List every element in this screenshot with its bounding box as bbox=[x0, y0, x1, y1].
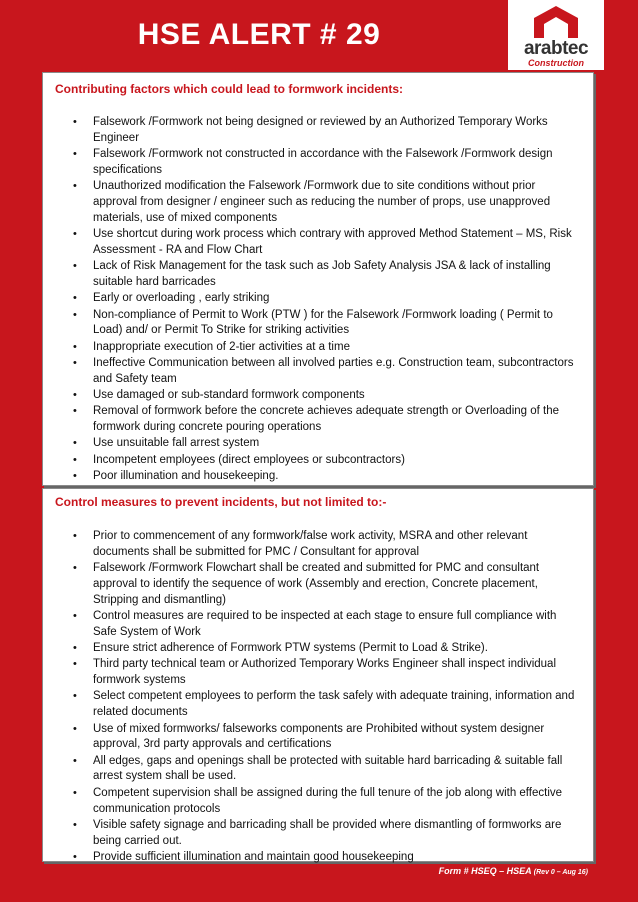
bullet-icon: • bbox=[73, 530, 77, 542]
list-item-text: Ineffective Communication between all involved parties e.g. Construction team, subcontractors and Safety team bbox=[93, 356, 574, 385]
list-item bbox=[43, 529, 579, 561]
list-item-text: Falsework /Formwork Flowchart shall be created and submitted for PMC and consultant approval to identify the sequence of work (Assembly and erection, Concrete placement, Stripping and dismantling) bbox=[93, 562, 540, 606]
control-measures-list bbox=[43, 529, 593, 866]
list-item bbox=[43, 609, 579, 641]
list-item-text: Lack of Risk Management for the task such as Job Safety Analysis JSA & lack of installing suitable hard barricades bbox=[93, 260, 551, 288]
list-item-text: Visible safety signage and barricading shall be provided where dismantling of formworks are being carried out. bbox=[93, 818, 562, 847]
header-banner bbox=[0, 0, 638, 68]
bullet-icon: • bbox=[73, 786, 77, 799]
contributing-factors-list bbox=[43, 115, 593, 485]
control-measures-panel bbox=[42, 488, 594, 862]
bullet-icon: • bbox=[73, 850, 77, 863]
bullet-icon: • bbox=[73, 754, 77, 767]
list-item bbox=[43, 754, 579, 786]
list-item bbox=[43, 291, 579, 307]
form-revision: (Rev 0 – Aug 16) bbox=[533, 869, 588, 876]
bullet-icon: • bbox=[73, 148, 77, 161]
list-item-text: Removal of formwork before the concrete achieves adequate strength or Overloading of the formwork during concrete pouring operations bbox=[93, 405, 560, 434]
list-item bbox=[43, 388, 579, 404]
bullet-icon: • bbox=[73, 658, 77, 671]
bullet-icon: • bbox=[73, 405, 77, 418]
list-item-text: Use damaged or sub-standard formwork components bbox=[93, 389, 365, 402]
list-item-text: Use shortcut during work process which contrary with approved Method Statement – MS, Risk Assessment - RA and Flow Chart bbox=[93, 228, 572, 256]
list-item-text: Third party technical team or Authorized Temporary Works Engineer shall inspect individual formwork systems bbox=[93, 658, 556, 687]
list-item bbox=[43, 722, 579, 754]
list-item-text: Use of mixed formworks/ falseworks components are Prohibited without system designer approval, 3rd party approvals and certifications bbox=[93, 722, 545, 751]
bullet-icon: • bbox=[73, 562, 77, 575]
alert-title: HSE ALERT # 29 bbox=[137, 18, 381, 51]
list-item bbox=[43, 227, 579, 259]
list-item-text: Early or overloading , early striking bbox=[93, 292, 270, 305]
list-item bbox=[43, 689, 579, 721]
list-item-text: Competent supervision shall be assigned during the full tenure of the job along with effective communication protocols bbox=[93, 786, 563, 815]
bullet-icon: • bbox=[73, 818, 77, 831]
list-item bbox=[43, 259, 579, 291]
list-item-text: Prior to commencement of any formwork/false work activity, MSRA and other relevant documents shall be submitted for PMC / Consultant for approval bbox=[93, 530, 528, 558]
list-item-text: Falsework /Formwork not constructed in accordance with the Falsework /Formwork design specifications bbox=[93, 148, 553, 176]
list-item-text: Select competent employees to perform the task safely with adequate training, information and related documents bbox=[93, 690, 575, 719]
control-measures-title: Control measures to prevent incidents, but not limited to:- bbox=[55, 495, 387, 509]
bullet-icon: • bbox=[73, 470, 77, 483]
list-item bbox=[43, 147, 579, 179]
logo-subtitle: Construction bbox=[528, 58, 584, 68]
bullet-icon: • bbox=[73, 180, 77, 193]
bullet-icon: • bbox=[73, 260, 77, 273]
list-item bbox=[43, 818, 579, 850]
form-number: Form # HSEQ – HSEA bbox=[438, 866, 532, 876]
arabtec-arch-icon bbox=[532, 4, 580, 40]
list-item bbox=[43, 436, 579, 452]
list-item bbox=[43, 356, 579, 388]
list-item bbox=[43, 786, 579, 818]
contributing-factors-panel bbox=[42, 72, 594, 486]
list-item bbox=[43, 340, 579, 356]
list-item-text: Poor illumination and housekeeping. bbox=[93, 470, 279, 483]
list-item-text: All edges, gaps and openings shall be protected with suitable hard barricading & suitable fall arrest system shall be used. bbox=[93, 754, 563, 783]
form-reference bbox=[439, 866, 588, 876]
list-item bbox=[43, 657, 579, 689]
contributing-factors-title: Contributing factors which could lead to formwork incidents: bbox=[55, 82, 404, 96]
list-item bbox=[43, 404, 579, 436]
bullet-icon: • bbox=[73, 437, 77, 450]
list-item-text: Provide sufficient illumination and maintain good housekeeping bbox=[93, 850, 414, 863]
bullet-icon: • bbox=[73, 356, 77, 369]
bullet-icon: • bbox=[73, 292, 77, 305]
bullet-icon: • bbox=[73, 722, 77, 735]
list-item bbox=[43, 561, 579, 608]
list-item-text: Unauthorized modification the Falsework /Formwork due to site conditions without prior approval from designer / engineer such as reducing the number of props, use unapproved materials, use of mixed components bbox=[93, 180, 551, 224]
list-item-text: Inappropriate execution of 2-tier activities at a time bbox=[93, 340, 350, 353]
list-item bbox=[43, 850, 579, 866]
company-logo bbox=[508, 0, 604, 70]
bullet-icon: • bbox=[73, 453, 77, 466]
list-item-text: Falsework /Formwork not being designed or reviewed by an Authorized Temporary Works Engineer bbox=[93, 116, 548, 144]
bullet-icon: • bbox=[73, 690, 77, 703]
list-item-text: Ensure strict adherence of Formwork PTW systems (Permit to Load & Strike). bbox=[93, 642, 488, 655]
bullet-icon: • bbox=[73, 308, 77, 321]
bullet-icon: • bbox=[73, 228, 77, 241]
list-item bbox=[43, 641, 579, 657]
list-item bbox=[43, 469, 579, 485]
list-item-text: Use unsuitable fall arrest system bbox=[93, 437, 260, 450]
list-item bbox=[43, 308, 579, 340]
list-item bbox=[43, 179, 579, 226]
bullet-icon: • bbox=[73, 389, 77, 402]
bullet-icon: • bbox=[73, 642, 77, 655]
list-item-text: Incompetent employees (direct employees or subcontractors) bbox=[93, 453, 405, 466]
list-item bbox=[43, 115, 579, 147]
bullet-icon: • bbox=[73, 609, 77, 622]
list-item-text: Non-compliance of Permit to Work (PTW ) for the Falsework /Formwork loading ( Permit to Load) and/ or Permit To Strike for striking activities bbox=[93, 308, 553, 337]
bullet-icon: • bbox=[73, 340, 77, 353]
list-item-text: Control measures are required to be inspected at each stage to ensure full compliance with Safe System of Work bbox=[93, 609, 557, 638]
logo-name: arabtec bbox=[523, 38, 589, 59]
bullet-icon: • bbox=[73, 116, 77, 128]
list-item bbox=[43, 453, 579, 469]
